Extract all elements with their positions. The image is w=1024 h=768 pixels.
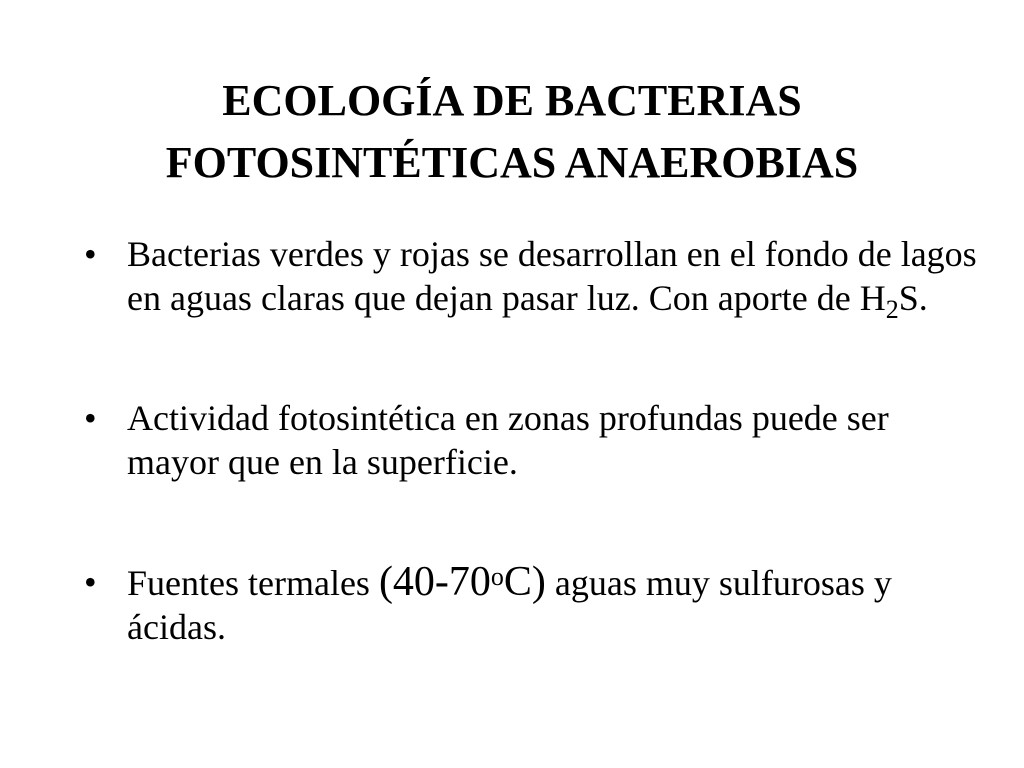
degree-superscript: o bbox=[490, 562, 504, 591]
bullet-item-1 bbox=[84, 232, 984, 324]
slide-title bbox=[0, 70, 1024, 194]
bullet-text-1: Bacterias verdes y rojas se desarrollan en el fondo de lagos en aguas claras que dejan pasar luz. Con aporte de H bbox=[127, 234, 977, 318]
temperature-range: (40-70 bbox=[378, 559, 491, 605]
bullet-marker: • bbox=[84, 562, 97, 602]
bullet-text-2: Actividad fotosintética en zonas profundas puede ser mayor que en la superficie. bbox=[127, 398, 889, 482]
bullet-marker: • bbox=[84, 398, 97, 438]
slide-title-line-1: ECOLOGÍA DE BACTERIAS bbox=[222, 76, 802, 125]
bullet-item-2 bbox=[84, 396, 984, 484]
bullet-text-3-start: Fuentes termales bbox=[127, 563, 379, 603]
bullet-marker: • bbox=[84, 234, 97, 274]
slide-title-line-2: FOTOSINTÉTICAS ANAEROBIAS bbox=[165, 138, 859, 187]
bullet-item-3 bbox=[84, 560, 984, 649]
h2s-subscript: 2 bbox=[885, 295, 899, 324]
bullet-text-1-end: S. bbox=[898, 278, 928, 318]
temperature-unit: C) bbox=[503, 559, 546, 605]
bullet-list bbox=[84, 232, 984, 649]
bullet-text-3-end: aguas muy sulfurosas y ácidas. bbox=[127, 563, 892, 647]
